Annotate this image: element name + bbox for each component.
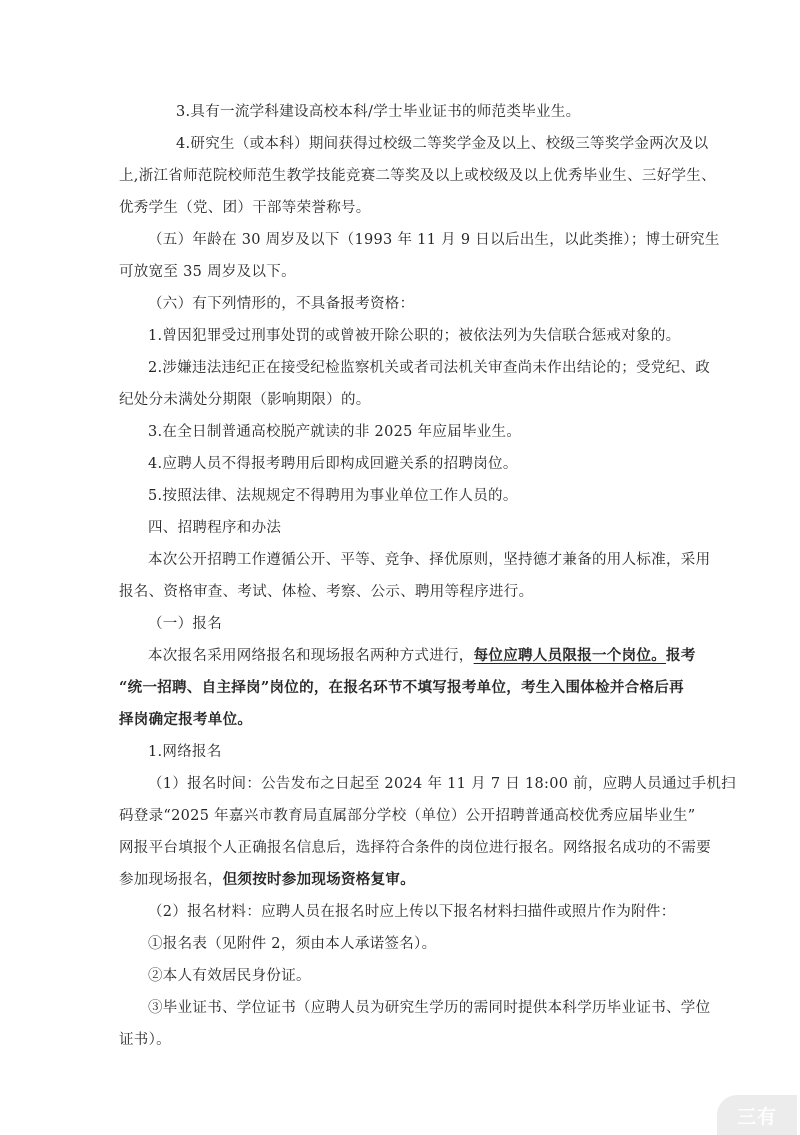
text-line: （六）有下列情形的，不具备报考资格： xyxy=(148,296,415,312)
emphasis-text: 报考 xyxy=(666,647,696,664)
subsection-heading: （一）报名 xyxy=(148,616,222,632)
text-line: 1.曾因犯罪受过刑事处罚的或曾被开除公职的；被依法列为失信联合惩戒对象的。 xyxy=(148,328,681,344)
text-line-mixed xyxy=(119,870,415,890)
text-line: 证书）。 xyxy=(119,1032,171,1048)
text-line: 4.应聘人员不得报考聘用后即构成回避关系的招聘岗位。 xyxy=(148,456,518,472)
text-line: 纪处分未满处分期限（影响期限）的。 xyxy=(119,392,371,408)
text-segment: 本次报名采用网络报名和现场报名两种方式进行， xyxy=(148,648,474,664)
text-line-mixed xyxy=(148,646,696,666)
text-line: ③毕业证书、学位证书（应聘人员为研究生学历的需同时提供本科学历毕业证书、学位 xyxy=(148,1000,711,1016)
text-line: 4.研究生（或本科）期间获得过校级二等奖学金及以上、校级三等奖学金两次及以 xyxy=(176,136,709,152)
emphasis-text: 但须按时参加现场资格复审。 xyxy=(222,871,416,888)
text-line: ②本人有效居民身份证。 xyxy=(148,968,311,984)
text-segment: 参加现场报名， xyxy=(119,872,223,888)
text-line: 可放宽至 35 周岁及以下。 xyxy=(119,264,296,280)
section-heading: 四、招聘程序和办法 xyxy=(148,520,282,536)
text-line: 优秀学生（党、团）干部等荣誉称号。 xyxy=(119,200,371,216)
emphasis-text: 每位应聘人员限报一个岗位。 xyxy=(473,647,667,664)
text-line: “统一招聘、自主择岗”岗位的，在报名环节不填写报考单位，考生入围体检并合格后再 xyxy=(119,679,684,696)
watermark-text: 三有 xyxy=(736,1105,777,1128)
text-line: ①报名表（见附件 2，须由本人承诺签名）。 xyxy=(148,936,437,952)
watermark-logo xyxy=(717,1095,797,1135)
text-line: 2.涉嫌违法违纪正在接受纪检监察机关或者司法机关审查尚未作出结论的；受党纪、政 xyxy=(148,360,711,376)
text-line: 网报平台填报个人正确报名信息后，选择符合条件的岗位进行报名。网络报名成功的不需要 xyxy=(119,840,711,856)
text-line: 报名、资格审查、考试、体检、考察、公示、聘用等程序进行。 xyxy=(119,584,534,600)
text-line: 5.按照法律、法规规定不得聘用为事业单位工作人员的。 xyxy=(148,488,518,504)
text-line: （五）年龄在 30 周岁及以下（1993 年 11 月 9 日以后出生，以此类推）；博士研究生 xyxy=(148,232,720,248)
subsection-heading: 1.网络报名 xyxy=(148,744,222,760)
text-line: 择岗确定报考单位。 xyxy=(119,711,253,728)
text-line: （1）报名时间：公告发布之日起至 2024 年 11 月 7 日 18:00 前，应聘人员通过手机扫 xyxy=(148,776,736,792)
text-line: （2）报名材料：应聘人员在报名时应上传以下报名材料扫描件或照片作为附件： xyxy=(148,904,676,920)
text-line: 上,浙江省师范院校师范生教学技能竞赛二等奖及以上或校级及以上优秀毕业生、三好学生、 xyxy=(119,168,716,184)
text-line: 本次公开招聘工作遵循公开、平等、竞争、择优原则，坚持德才兼备的用人标准，采用 xyxy=(148,552,711,568)
text-line: 码登录“2025 年嘉兴市教育局直属部分学校（单位）公开招聘普通高校优秀应届毕业生” xyxy=(119,808,696,824)
text-line: 3.在全日制普通高校脱产就读的非 2025 年应届毕业生。 xyxy=(148,424,522,440)
text-line: 3.具有一流学科建设高校本科/学士毕业证书的师范类毕业生。 xyxy=(176,104,581,120)
